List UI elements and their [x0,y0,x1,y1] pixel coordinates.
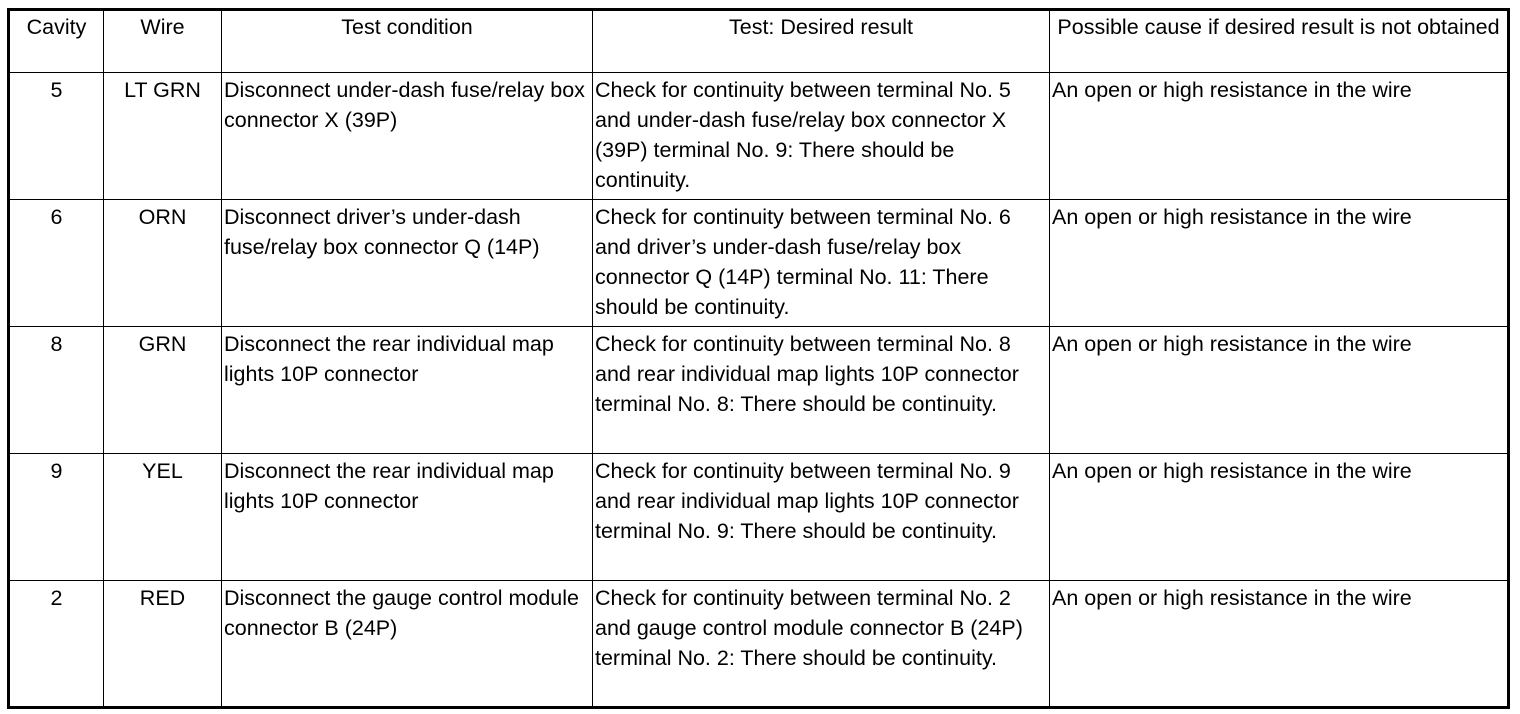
header-test-condition: Test condition [222,10,593,73]
header-desired-result: Test: Desired result [593,10,1050,73]
cell-cavity: 2 [9,581,104,708]
cell-wire: ORN [104,200,222,327]
cell-possible-cause: An open or high resistance in the wire [1050,200,1509,327]
cell-wire: GRN [104,327,222,454]
cell-cavity: 9 [9,454,104,581]
header-cavity: Cavity [9,10,104,73]
cell-cavity: 8 [9,327,104,454]
cell-wire: LT GRN [104,73,222,200]
cell-desired-result: Check for continuity between terminal No. 8 and rear individual map lights 10P connector terminal No. 8: There should be continuity. [593,327,1050,454]
cell-test-condition: Disconnect under-dash fuse/relay box connector X (39P) [222,73,593,200]
cell-desired-result: Check for continuity between terminal No. 5 and under-dash fuse/relay box connector X (39P) terminal No. 9: There should be continuity. [593,73,1050,200]
cell-desired-result: Check for continuity between terminal No. 9 and rear individual map lights 10P connector terminal No. 9: There should be continuity. [593,454,1050,581]
table-body [9,73,1509,708]
table-row [9,581,1509,708]
table-header [9,10,1509,73]
header-row [9,10,1509,73]
cell-wire: RED [104,581,222,708]
cell-cavity: 6 [9,200,104,327]
cell-possible-cause: An open or high resistance in the wire [1050,581,1509,708]
cell-test-condition: Disconnect driver’s under-dash fuse/relay box connector Q (14P) [222,200,593,327]
cell-possible-cause: An open or high resistance in the wire [1050,454,1509,581]
cell-possible-cause: An open or high resistance in the wire [1050,327,1509,454]
table-row [9,200,1509,327]
cell-test-condition: Disconnect the rear individual map lights 10P connector [222,454,593,581]
cell-possible-cause: An open or high resistance in the wire [1050,73,1509,200]
cell-test-condition: Disconnect the rear individual map lights 10P connector [222,327,593,454]
table-row [9,327,1509,454]
cell-cavity: 5 [9,73,104,200]
cell-wire: YEL [104,454,222,581]
table-row [9,73,1509,200]
header-wire: Wire [104,10,222,73]
continuity-test-table [7,8,1510,709]
cell-desired-result: Check for continuity between terminal No. 6 and driver’s under-dash fuse/relay box connector Q (14P) terminal No. 11: There should be continuity. [593,200,1050,327]
cell-desired-result: Check for continuity between terminal No. 2 and gauge control module connector B (24P) terminal No. 2: There should be continuity. [593,581,1050,708]
header-possible-cause: Possible cause if desired result is not obtained [1050,10,1509,73]
table-row [9,454,1509,581]
cell-test-condition: Disconnect the gauge control module connector B (24P) [222,581,593,708]
